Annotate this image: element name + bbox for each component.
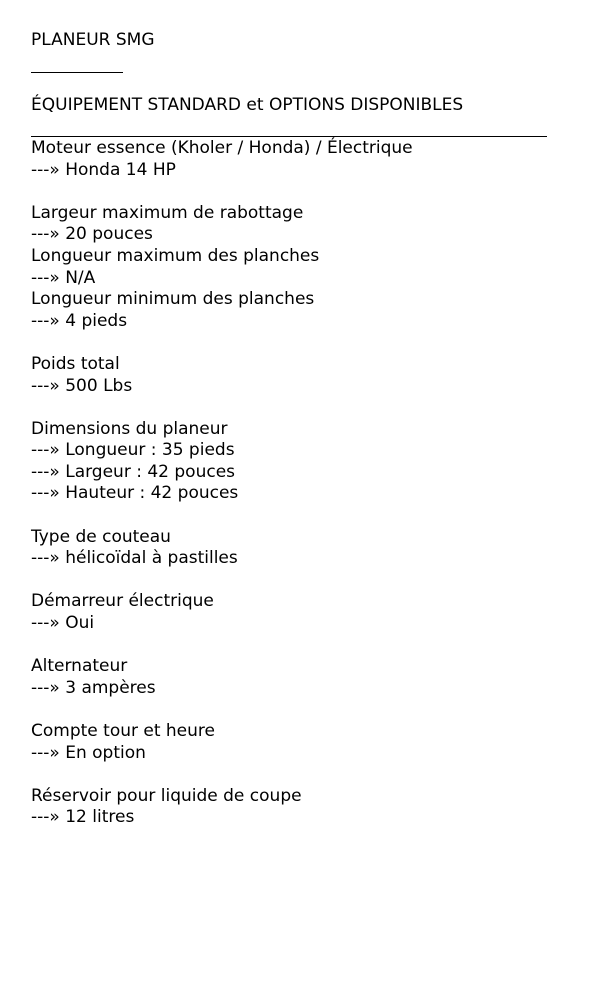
spec-value-dimension-length bbox=[31, 440, 600, 462]
spec-value-min-board-length bbox=[31, 311, 600, 333]
spec-label-knife-type: Type de couteau bbox=[31, 526, 171, 547]
arrow-prefix: ---» bbox=[31, 483, 66, 504]
spec-value-text: 3 ampères bbox=[65, 677, 156, 698]
section-underline bbox=[31, 116, 547, 138]
spec-label-engine: Moteur essence (Kholer / Honda) / Électrique bbox=[31, 137, 413, 158]
spec-value-engine bbox=[31, 160, 600, 182]
spec-value-text: Largeur : 42 pouces bbox=[65, 461, 236, 482]
spec-label-tachometer: Compte tour et heure bbox=[31, 721, 215, 741]
spec-label-dimensions: Dimensions du planeur bbox=[31, 418, 228, 439]
spec-label-alternator: Alternateur bbox=[31, 656, 128, 677]
spacer bbox=[31, 635, 600, 657]
arrow-prefix: ---» bbox=[31, 807, 66, 828]
spec-value-text: hélicoïdal à pastilles bbox=[65, 548, 238, 569]
spacer bbox=[31, 570, 600, 592]
spacer bbox=[31, 764, 600, 786]
spacer bbox=[31, 332, 600, 354]
spec-label-max-planing-width: Largeur maximum de rabottage bbox=[31, 202, 304, 223]
arrow-prefix: ---» bbox=[31, 548, 66, 569]
arrow-prefix: ---» bbox=[31, 375, 66, 396]
title-underline bbox=[31, 52, 123, 74]
arrow-prefix: ---» bbox=[31, 224, 66, 245]
spec-value-text: Honda 14 HP bbox=[65, 159, 176, 180]
spec-value-dimension-height bbox=[31, 483, 600, 505]
arrow-prefix: ---» bbox=[31, 310, 66, 331]
spec-value-text: 4 pieds bbox=[65, 310, 128, 331]
spec-value-text: En option bbox=[65, 742, 146, 763]
spec-label-total-weight: Poids total bbox=[31, 353, 120, 374]
spec-label-max-board-length: Longueur maximum des planches bbox=[31, 245, 320, 266]
arrow-prefix: ---» bbox=[31, 267, 66, 288]
spec-label-min-board-length: Longueur minimum des planches bbox=[31, 289, 315, 310]
spec-label-electric-starter: Démarreur électrique bbox=[31, 591, 214, 612]
section-heading: ÉQUIPEMENT STANDARD et OPTIONS DISPONIBLES bbox=[31, 94, 464, 115]
spacer bbox=[31, 397, 600, 419]
spec-value-alternator bbox=[31, 678, 600, 700]
document-title: PLANEUR SMG bbox=[31, 30, 155, 50]
spec-value-dimension-width bbox=[31, 462, 600, 484]
arrow-prefix: ---» bbox=[31, 159, 66, 180]
spec-value-max-planing-width bbox=[31, 224, 600, 246]
arrow-prefix: ---» bbox=[31, 461, 66, 482]
arrow-prefix: ---» bbox=[31, 677, 66, 698]
spec-value-text: 500 Lbs bbox=[65, 375, 133, 396]
arrow-prefix: ---» bbox=[31, 742, 66, 763]
spec-value-max-board-length bbox=[31, 268, 600, 290]
spec-value-text: 20 pouces bbox=[65, 224, 153, 245]
spec-value-electric-starter bbox=[31, 613, 600, 635]
arrow-prefix: ---» bbox=[31, 613, 66, 634]
spacer bbox=[31, 181, 600, 203]
spec-value-text: Longueur : 35 pieds bbox=[65, 440, 235, 461]
spacer bbox=[31, 505, 600, 527]
spacer bbox=[31, 73, 600, 95]
spec-value-tachometer bbox=[31, 743, 600, 765]
spec-value-total-weight bbox=[31, 376, 600, 398]
spec-value-text: Oui bbox=[65, 613, 95, 634]
spec-value-text: 12 litres bbox=[65, 807, 135, 828]
spec-value-text: N/A bbox=[65, 267, 96, 288]
arrow-prefix: ---» bbox=[31, 440, 66, 461]
spec-value-knife-type bbox=[31, 548, 600, 570]
spec-value-coolant-tank bbox=[31, 807, 600, 829]
spec-value-text: Hauteur : 42 pouces bbox=[65, 483, 239, 504]
spacer bbox=[31, 699, 600, 721]
spec-label-coolant-tank: Réservoir pour liquide de coupe bbox=[31, 785, 302, 806]
